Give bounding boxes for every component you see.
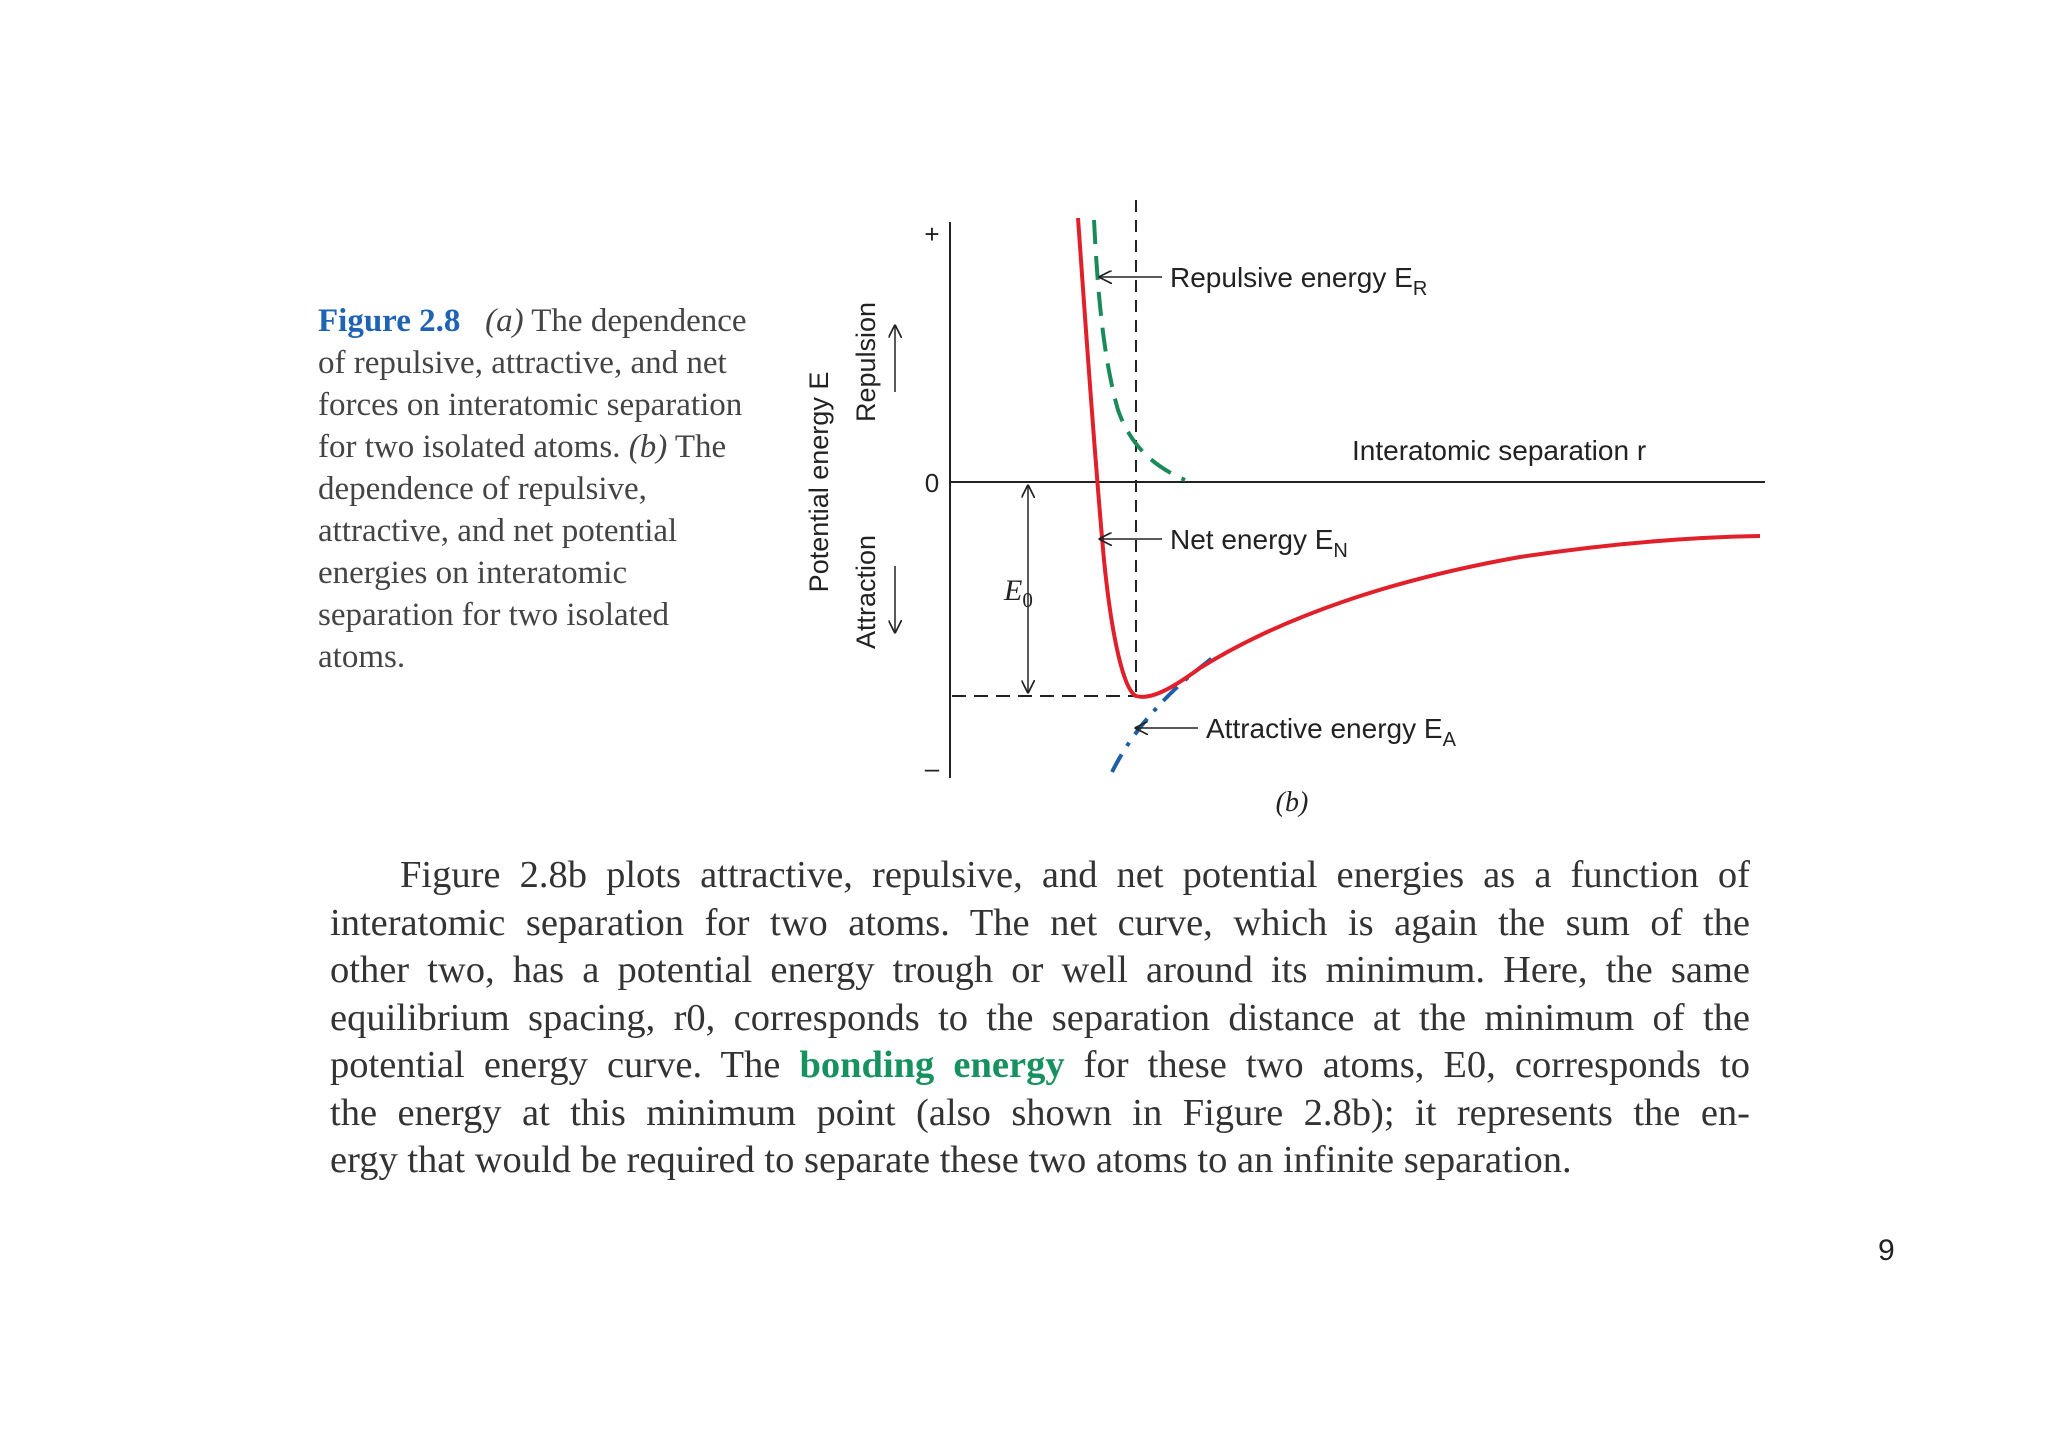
paragraph-line: interatomic separation for two atoms. The net curve, which is again the sum of the (330, 901, 1750, 944)
paragraph-line (330, 1042, 1750, 1090)
line-fragment: for these two atoms, E0, corresponds to (1064, 1044, 1750, 1086)
attraction-label: Attraction (851, 534, 881, 650)
caption-text-a: The dependence of repulsive, attractive, and net forces on interatomic separation for two isolated atoms. (318, 303, 747, 465)
figure-number: Figure 2.8 (318, 303, 461, 339)
repulsion-label: Repulsion (851, 301, 881, 423)
zero-label: 0 (924, 468, 940, 498)
x-axis-label: Interatomic separation r (1352, 435, 1647, 466)
repulsive-energy-label: Repulsive energy $E_R$ (1170, 262, 1428, 300)
paragraph-line: ergy that would be required to separate these two atoms to an infinite separation. (330, 1139, 1572, 1181)
minus-sign: – (924, 753, 940, 783)
paragraph-line: Figure 2.8b plots attractive, repulsive, and net potential energies as a function of (400, 854, 1750, 896)
e0-label: $E_0$ (1004, 574, 1033, 612)
attractive-energy-label: Attractive energy $E_A$ (1206, 713, 1456, 751)
body-paragraph (330, 852, 1750, 1185)
bonding-energy-term: bonding energy (799, 1044, 1065, 1086)
net-energy-label: Net energy $E_N$ (1170, 524, 1348, 562)
caption-text-b: The dependence of repulsive, attractive, and net potential energies on interatomic separation for two isolated atoms. (318, 429, 727, 675)
paragraph-line: other two, has a potential energy trough or well around its minimum. Here, the same (330, 949, 1750, 991)
line-fragment: potential energy curve. The (330, 1044, 800, 1086)
caption-part-b: (b) (628, 429, 668, 465)
page-number: 9 (1878, 1234, 1895, 1267)
plus-sign: + (924, 219, 940, 249)
paragraph-line: the energy at this minimum point (also shown in Figure 2.8b); it represents the en- (330, 1091, 1750, 1134)
caption-part-a: (a) (485, 303, 524, 339)
attractive-energy-curve (1112, 658, 1212, 772)
paragraph-line: equilibrium spacing, r0, corresponds to the separation distance at the minimum of the (330, 996, 1750, 1039)
y-axis-label: Potential energy E (804, 371, 834, 593)
repulsive-energy-curve (1094, 220, 1185, 480)
panel-label: (b) (1275, 787, 1309, 818)
